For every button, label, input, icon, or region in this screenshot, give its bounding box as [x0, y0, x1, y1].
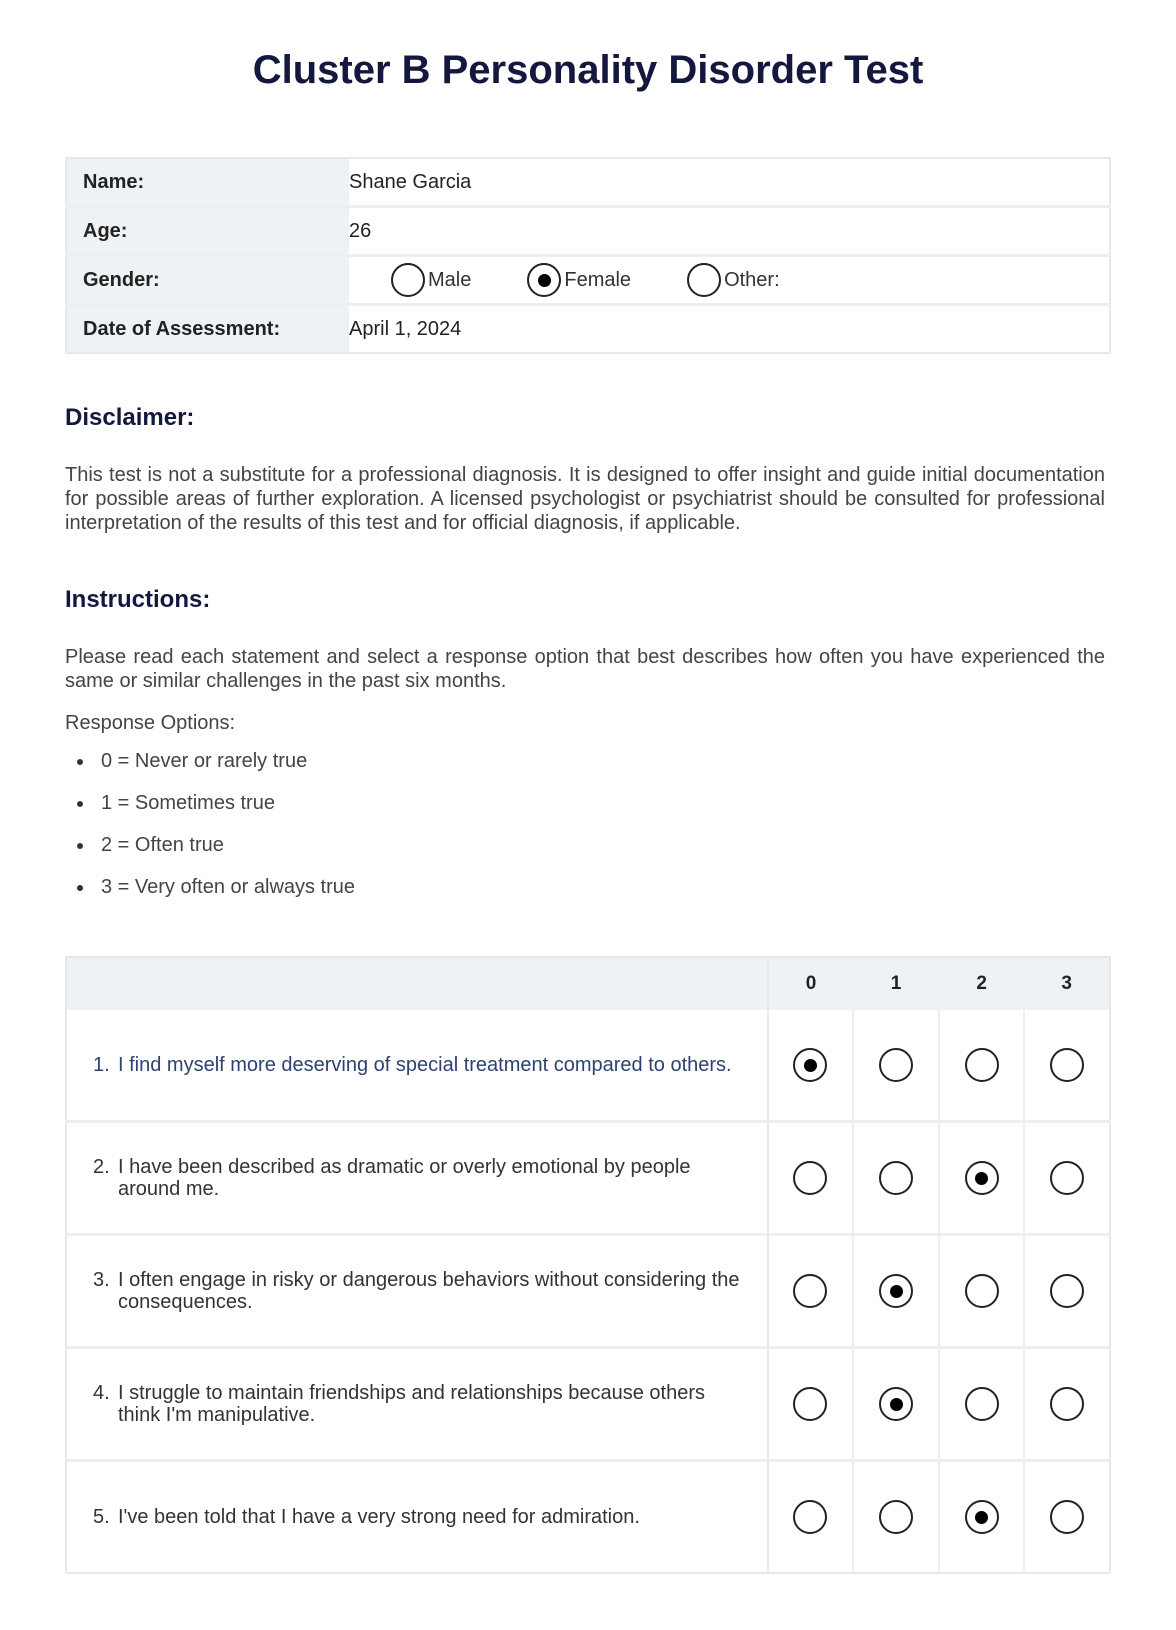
- answer-cell-3: [1024, 1122, 1110, 1235]
- gender-option-label: Female: [564, 268, 632, 291]
- question-text: I find myself more deserving of special treatment compared to others.: [118, 1054, 732, 1076]
- answer-radio-icon[interactable]: [965, 1161, 999, 1195]
- answer-cell-2: [939, 1122, 1025, 1235]
- answer-radio-icon[interactable]: [1050, 1500, 1084, 1534]
- gender-field: [349, 256, 1110, 305]
- answer-radio-icon[interactable]: [1050, 1048, 1084, 1082]
- question-number: 5.: [93, 1506, 110, 1528]
- questionnaire-body: [66, 1010, 1110, 1573]
- question-number: 2.: [93, 1156, 110, 1178]
- column-header-1: 1: [853, 957, 939, 1010]
- age-row: [66, 207, 1110, 256]
- answer-radio-icon[interactable]: [879, 1161, 913, 1195]
- answer-cell-0: [768, 1461, 854, 1574]
- column-header-0: 0: [768, 957, 854, 1010]
- date-row: [66, 305, 1110, 354]
- answer-cell-1: [853, 1235, 939, 1348]
- question-statement: [67, 1054, 767, 1076]
- answer-cell-0: [768, 1348, 854, 1461]
- question-cell: [66, 1235, 768, 1348]
- answer-cell-2: [939, 1235, 1025, 1348]
- answer-cell-1: [853, 1348, 939, 1461]
- answer-radio-icon[interactable]: [879, 1500, 913, 1534]
- answer-cell-1: [853, 1010, 939, 1122]
- answer-cell-0: [768, 1010, 854, 1122]
- question-statement: [67, 1156, 767, 1200]
- gender-option-label: Other:: [724, 268, 780, 291]
- date-label: Date of Assessment:: [66, 305, 349, 354]
- name-label: Name:: [66, 158, 349, 207]
- answer-radio-icon[interactable]: [965, 1387, 999, 1421]
- answer-radio-icon[interactable]: [965, 1274, 999, 1308]
- answer-cell-3: [1024, 1235, 1110, 1348]
- radio-icon[interactable]: [527, 263, 561, 297]
- age-label: Age:: [66, 207, 349, 256]
- question-row: [66, 1010, 1110, 1122]
- radio-icon[interactable]: [687, 263, 721, 297]
- response-options-list: [65, 748, 355, 916]
- response-option: 0 = Never or rarely true: [65, 748, 355, 790]
- gender-radio-group: [349, 263, 1109, 297]
- answer-radio-icon[interactable]: [793, 1161, 827, 1195]
- disclaimer-heading: Disclaimer:: [65, 404, 195, 431]
- questionnaire-header-row: [66, 957, 1110, 1010]
- response-option: 3 = Very often or always true: [65, 874, 355, 916]
- answer-radio-icon[interactable]: [965, 1048, 999, 1082]
- response-option: 2 = Often true: [65, 832, 355, 874]
- question-cell: [66, 1461, 768, 1574]
- disclaimer-text: This test is not a substitute for a professional diagnosis. It is designed to offer insight and guide initial documentation for possible areas of further exploration. A licensed psychologist or psychiatrist should be consulted for professional interpretation of the results of this test and for official diagnosis, if applicable.: [65, 464, 1105, 534]
- question-number: 3.: [93, 1269, 110, 1291]
- answer-cell-2: [939, 1348, 1025, 1461]
- answer-cell-3: [1024, 1010, 1110, 1122]
- answer-cell-1: [853, 1122, 939, 1235]
- answer-radio-icon[interactable]: [1050, 1161, 1084, 1195]
- question-number: 1.: [93, 1054, 110, 1076]
- question-row: [66, 1348, 1110, 1461]
- answer-cell-2: [939, 1010, 1025, 1122]
- response-option: 1 = Sometimes true: [65, 790, 355, 832]
- answer-cell-3: [1024, 1461, 1110, 1574]
- gender-option-other[interactable]: [687, 263, 780, 297]
- questionnaire-table: [65, 956, 1111, 1574]
- patient-info-table: [65, 157, 1111, 354]
- answer-radio-icon[interactable]: [965, 1500, 999, 1534]
- answer-cell-0: [768, 1122, 854, 1235]
- response-options-label: Response Options:: [65, 712, 236, 734]
- answer-cell-0: [768, 1235, 854, 1348]
- instructions-heading: Instructions:: [65, 586, 211, 613]
- question-column-header: [66, 957, 768, 1010]
- answer-cell-3: [1024, 1348, 1110, 1461]
- answer-radio-icon[interactable]: [1050, 1274, 1084, 1308]
- question-cell: [66, 1348, 768, 1461]
- answer-cell-1: [853, 1461, 939, 1574]
- name-field[interactable]: Shane Garcia: [349, 158, 1110, 207]
- question-text: I often engage in risky or dangerous behaviors without considering the consequences.: [118, 1269, 740, 1313]
- answer-radio-icon[interactable]: [879, 1387, 913, 1421]
- date-field[interactable]: April 1, 2024: [349, 305, 1110, 354]
- instructions-text: Please read each statement and select a response option that best describes how often you have experienced the same or similar challenges in the past six months.: [65, 646, 1105, 692]
- gender-label: Gender:: [66, 256, 349, 305]
- answer-radio-icon[interactable]: [793, 1274, 827, 1308]
- gender-row: [66, 256, 1110, 305]
- name-row: [66, 158, 1110, 207]
- question-text: I have been described as dramatic or overly emotional by people around me.: [118, 1156, 691, 1200]
- gender-option-label: Male: [428, 268, 472, 291]
- age-field[interactable]: 26: [349, 207, 1110, 256]
- answer-radio-icon[interactable]: [793, 1048, 827, 1082]
- answer-radio-icon[interactable]: [793, 1387, 827, 1421]
- answer-radio-icon[interactable]: [1050, 1387, 1084, 1421]
- question-row: [66, 1235, 1110, 1348]
- question-number: 4.: [93, 1382, 110, 1404]
- gender-option-female[interactable]: [527, 263, 631, 297]
- answer-cell-2: [939, 1461, 1025, 1574]
- question-text: I struggle to maintain friendships and relationships because others think I'm manipulative.: [118, 1382, 706, 1426]
- answer-radio-icon[interactable]: [793, 1500, 827, 1534]
- answer-radio-icon[interactable]: [879, 1274, 913, 1308]
- question-cell: [66, 1010, 768, 1122]
- column-header-2: 2: [939, 957, 1025, 1010]
- question-cell: [66, 1122, 768, 1235]
- question-text: I've been told that I have a very strong need for admiration.: [118, 1506, 640, 1528]
- page-title: Cluster B Personality Disorder Test: [252, 48, 924, 92]
- column-header-3: 3: [1024, 957, 1110, 1010]
- question-row: [66, 1461, 1110, 1574]
- question-statement: [67, 1269, 767, 1313]
- answer-radio-icon[interactable]: [879, 1048, 913, 1082]
- question-row: [66, 1122, 1110, 1235]
- radio-icon[interactable]: [391, 263, 425, 297]
- question-statement: [67, 1382, 767, 1426]
- gender-option-male[interactable]: [391, 263, 471, 297]
- question-statement: [67, 1506, 767, 1528]
